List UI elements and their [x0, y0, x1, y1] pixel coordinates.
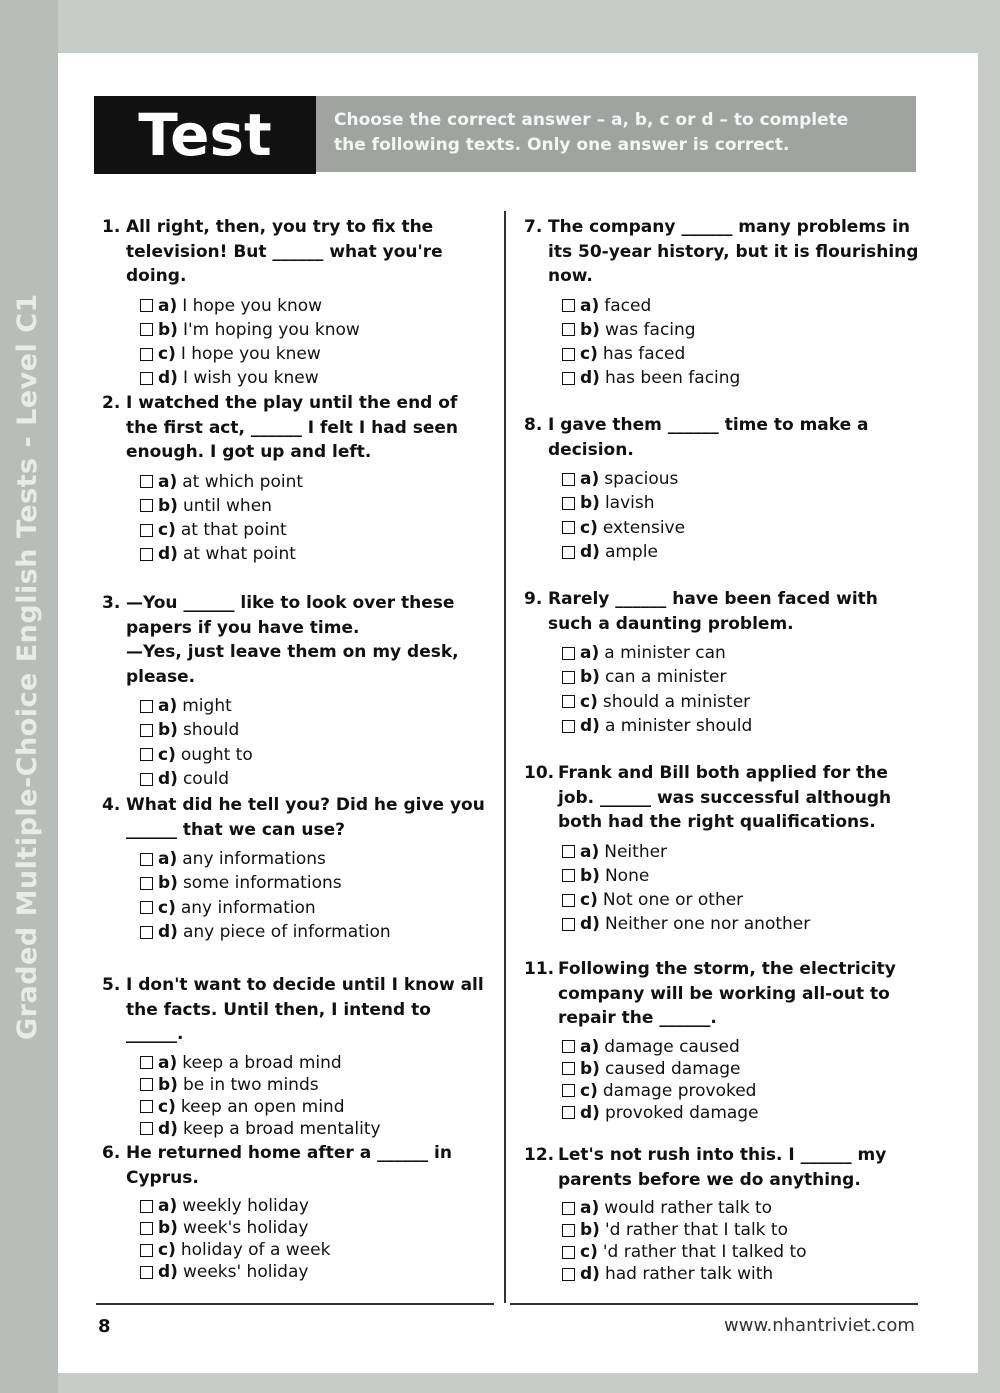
question-number: 9.	[524, 589, 543, 609]
option-c[interactable]: c) extensive	[562, 516, 924, 540]
question-4	[102, 793, 494, 944]
option-d[interactable]: d) Neither one nor another	[562, 912, 924, 936]
option-a[interactable]: a) a minister can	[562, 641, 924, 665]
question-number: 8.	[524, 415, 543, 435]
checkbox[interactable]	[562, 348, 575, 361]
question-3	[102, 591, 494, 791]
question-number: 7.	[524, 217, 543, 237]
option-d[interactable]: d) keep a broad mentality	[140, 1118, 494, 1140]
checkbox[interactable]	[562, 894, 575, 907]
checkbox[interactable]	[140, 372, 153, 385]
question-1	[102, 215, 494, 391]
question-number: 4.	[102, 795, 121, 815]
option-b[interactable]: b) until when	[140, 494, 494, 518]
option-a[interactable]: a) damage caused	[562, 1036, 924, 1058]
option-c[interactable]: c) holiday of a week	[140, 1239, 494, 1261]
option-d[interactable]: d) at what point	[140, 542, 494, 566]
question-number: 10.	[524, 763, 555, 783]
option-b[interactable]: b) I'm hoping you know	[140, 318, 494, 342]
option-d[interactable]: d) ample	[562, 540, 924, 564]
test-page	[58, 53, 978, 1373]
footer-rule-left	[96, 1303, 494, 1305]
question-9	[524, 587, 924, 738]
question-stem: I don't want to decide until I know all the facts. Until then, I intend to ______.	[126, 975, 484, 1044]
checkbox[interactable]	[140, 1200, 153, 1213]
checkbox[interactable]	[140, 724, 153, 737]
checkbox[interactable]	[140, 853, 153, 866]
checkbox[interactable]	[140, 1078, 153, 1091]
option-d[interactable]: d) a minister should	[562, 714, 924, 738]
option-d[interactable]: d) weeks' holiday	[140, 1261, 494, 1283]
checkbox[interactable]	[562, 845, 575, 858]
option-a[interactable]: a) weekly holiday	[140, 1195, 494, 1217]
checkbox[interactable]	[562, 372, 575, 385]
checkbox[interactable]	[562, 497, 575, 510]
question-5	[102, 973, 494, 1140]
question-number: 11.	[524, 959, 555, 979]
checkbox[interactable]	[562, 720, 575, 733]
option-c[interactable]: c) any information	[140, 896, 494, 920]
option-b[interactable]: b) caused damage	[562, 1058, 924, 1080]
option-d[interactable]: d) I wish you knew	[140, 366, 494, 390]
checkbox[interactable]	[562, 671, 575, 684]
checkbox[interactable]	[562, 1268, 575, 1281]
option-b[interactable]: b) None	[562, 864, 924, 888]
checkbox[interactable]	[562, 1106, 575, 1119]
option-b[interactable]: b) 'd rather that I talk to	[562, 1219, 924, 1241]
footer-rule-right	[510, 1303, 918, 1305]
checkbox[interactable]	[140, 323, 153, 336]
instruction-line-1: Choose the correct answer – a, b, c or d – to complete	[334, 110, 849, 130]
option-a[interactable]: a) would rather talk to	[562, 1197, 924, 1219]
question-number: 6.	[102, 1143, 121, 1163]
option-c[interactable]: c) 'd rather that I talked to	[562, 1241, 924, 1263]
checkbox[interactable]	[562, 1202, 575, 1215]
option-c[interactable]: c) at that point	[140, 518, 494, 542]
checkbox[interactable]	[562, 1062, 575, 1075]
question-stem: The company ______ many problems in its 50-year history, but it is flourishing now.	[548, 217, 919, 286]
checkbox[interactable]	[562, 1040, 575, 1053]
checkbox[interactable]	[140, 1266, 153, 1279]
question-stem: Frank and Bill both applied for the job. ______ was successful although both had the right qualifications.	[558, 763, 892, 832]
option-a[interactable]: a) spacious	[562, 467, 924, 491]
option-d[interactable]: d) provoked damage	[562, 1102, 924, 1124]
instruction-line-2: the following texts. Only one answer is correct.	[334, 135, 790, 155]
checkbox[interactable]	[562, 1084, 575, 1097]
question-2	[102, 391, 494, 567]
question-number: 12.	[524, 1145, 555, 1165]
question-10	[524, 761, 924, 937]
question-stem: —You ______ like to look over these papers if you have time. —Yes, just leave them on my desk, please.	[126, 593, 459, 687]
checkbox[interactable]	[140, 299, 153, 312]
checkbox[interactable]	[140, 524, 153, 537]
question-stem: Following the storm, the electricity company will be working all-out to repair the ______.	[558, 959, 896, 1028]
checkbox[interactable]	[562, 521, 575, 534]
option-c[interactable]: c) I hope you knew	[140, 342, 494, 366]
question-number: 5.	[102, 975, 121, 995]
option-d[interactable]: d) could	[140, 767, 494, 791]
question-7	[524, 215, 924, 391]
option-a[interactable]: a) might	[140, 694, 494, 718]
checkbox[interactable]	[140, 475, 153, 488]
question-6	[102, 1141, 494, 1283]
question-stem: Let's not rush into this. I ______ my parents before we do anything.	[558, 1145, 887, 1190]
website-link[interactable]: www.nhantriviet.com	[724, 1315, 915, 1336]
question-stem: I watched the play until the end of the first act, ______ I felt I had seen enough. I got up and left.	[126, 393, 459, 462]
option-c[interactable]: c) ought to	[140, 743, 494, 767]
question-8	[524, 413, 924, 564]
checkbox[interactable]	[562, 299, 575, 312]
test-title: Test 1b	[94, 96, 316, 174]
series-title-vertical: Graded Multiple-Choice English Tests - Level C1	[12, 293, 43, 1040]
option-a[interactable]: a) at which point	[140, 470, 494, 494]
checkbox[interactable]	[140, 700, 153, 713]
checkbox[interactable]	[562, 1246, 575, 1259]
checkbox[interactable]	[562, 323, 575, 336]
checkbox[interactable]	[140, 499, 153, 512]
instructions	[316, 96, 916, 172]
question-number: 3.	[102, 593, 121, 613]
checkbox[interactable]	[140, 926, 153, 939]
checkbox[interactable]	[140, 348, 153, 361]
option-a[interactable]: a) any informations	[140, 847, 494, 871]
checkbox[interactable]	[562, 695, 575, 708]
checkbox[interactable]	[140, 1056, 153, 1069]
option-d[interactable]: d) any piece of information	[140, 920, 494, 944]
question-number: 1.	[102, 217, 121, 237]
option-a[interactable]: a) I hope you know	[140, 294, 494, 318]
option-c[interactable]: c) Not one or other	[562, 888, 924, 912]
option-a[interactable]: a) faced	[562, 294, 924, 318]
option-c[interactable]: c) has faced	[562, 342, 924, 366]
checkbox[interactable]	[140, 877, 153, 890]
checkbox[interactable]	[562, 473, 575, 486]
checkbox[interactable]	[140, 748, 153, 761]
option-b[interactable]: b) lavish	[562, 491, 924, 515]
checkbox[interactable]	[140, 773, 153, 786]
checkbox[interactable]	[562, 647, 575, 660]
option-b[interactable]: b) was facing	[562, 318, 924, 342]
checkbox[interactable]	[140, 1122, 153, 1135]
checkbox[interactable]	[562, 869, 575, 882]
question-stem: All right, then, you try to fix the television! But ______ what you're doing.	[126, 217, 443, 286]
checkbox[interactable]	[562, 1224, 575, 1237]
option-b[interactable]: b) be in two minds	[140, 1074, 494, 1096]
option-a[interactable]: a) Neither	[562, 840, 924, 864]
checkbox[interactable]	[140, 548, 153, 561]
option-b[interactable]: b) some informations	[140, 871, 494, 895]
checkbox[interactable]	[140, 1222, 153, 1235]
question-stem: He returned home after a ______ in Cyprus.	[126, 1143, 452, 1188]
checkbox[interactable]	[562, 546, 575, 559]
option-d[interactable]: d) had rather talk with	[562, 1263, 924, 1285]
option-b[interactable]: b) week's holiday	[140, 1217, 494, 1239]
question-12	[524, 1143, 924, 1285]
question-11	[524, 957, 924, 1124]
checkbox[interactable]	[140, 1244, 153, 1257]
option-b[interactable]: b) should	[140, 718, 494, 742]
question-stem: Rarely ______ have been faced with such a daunting problem.	[548, 589, 878, 634]
checkbox[interactable]	[140, 1100, 153, 1113]
question-stem: What did he tell you? Did he give you ______ that we can use?	[126, 795, 485, 840]
question-stem: I gave them ______ time to make a decision.	[548, 415, 869, 460]
option-b[interactable]: b) can a minister	[562, 665, 924, 689]
question-number: 2.	[102, 393, 121, 413]
checkbox[interactable]	[140, 901, 153, 914]
book-spine-strip	[0, 0, 58, 1393]
option-d[interactable]: d) has been facing	[562, 366, 924, 390]
page-number: 8	[98, 1316, 111, 1337]
option-c[interactable]: c) should a minister	[562, 690, 924, 714]
option-c[interactable]: c) keep an open mind	[140, 1096, 494, 1118]
checkbox[interactable]	[562, 918, 575, 931]
column-divider	[504, 211, 506, 1303]
option-a[interactable]: a) keep a broad mind	[140, 1052, 494, 1074]
option-c[interactable]: c) damage provoked	[562, 1080, 924, 1102]
